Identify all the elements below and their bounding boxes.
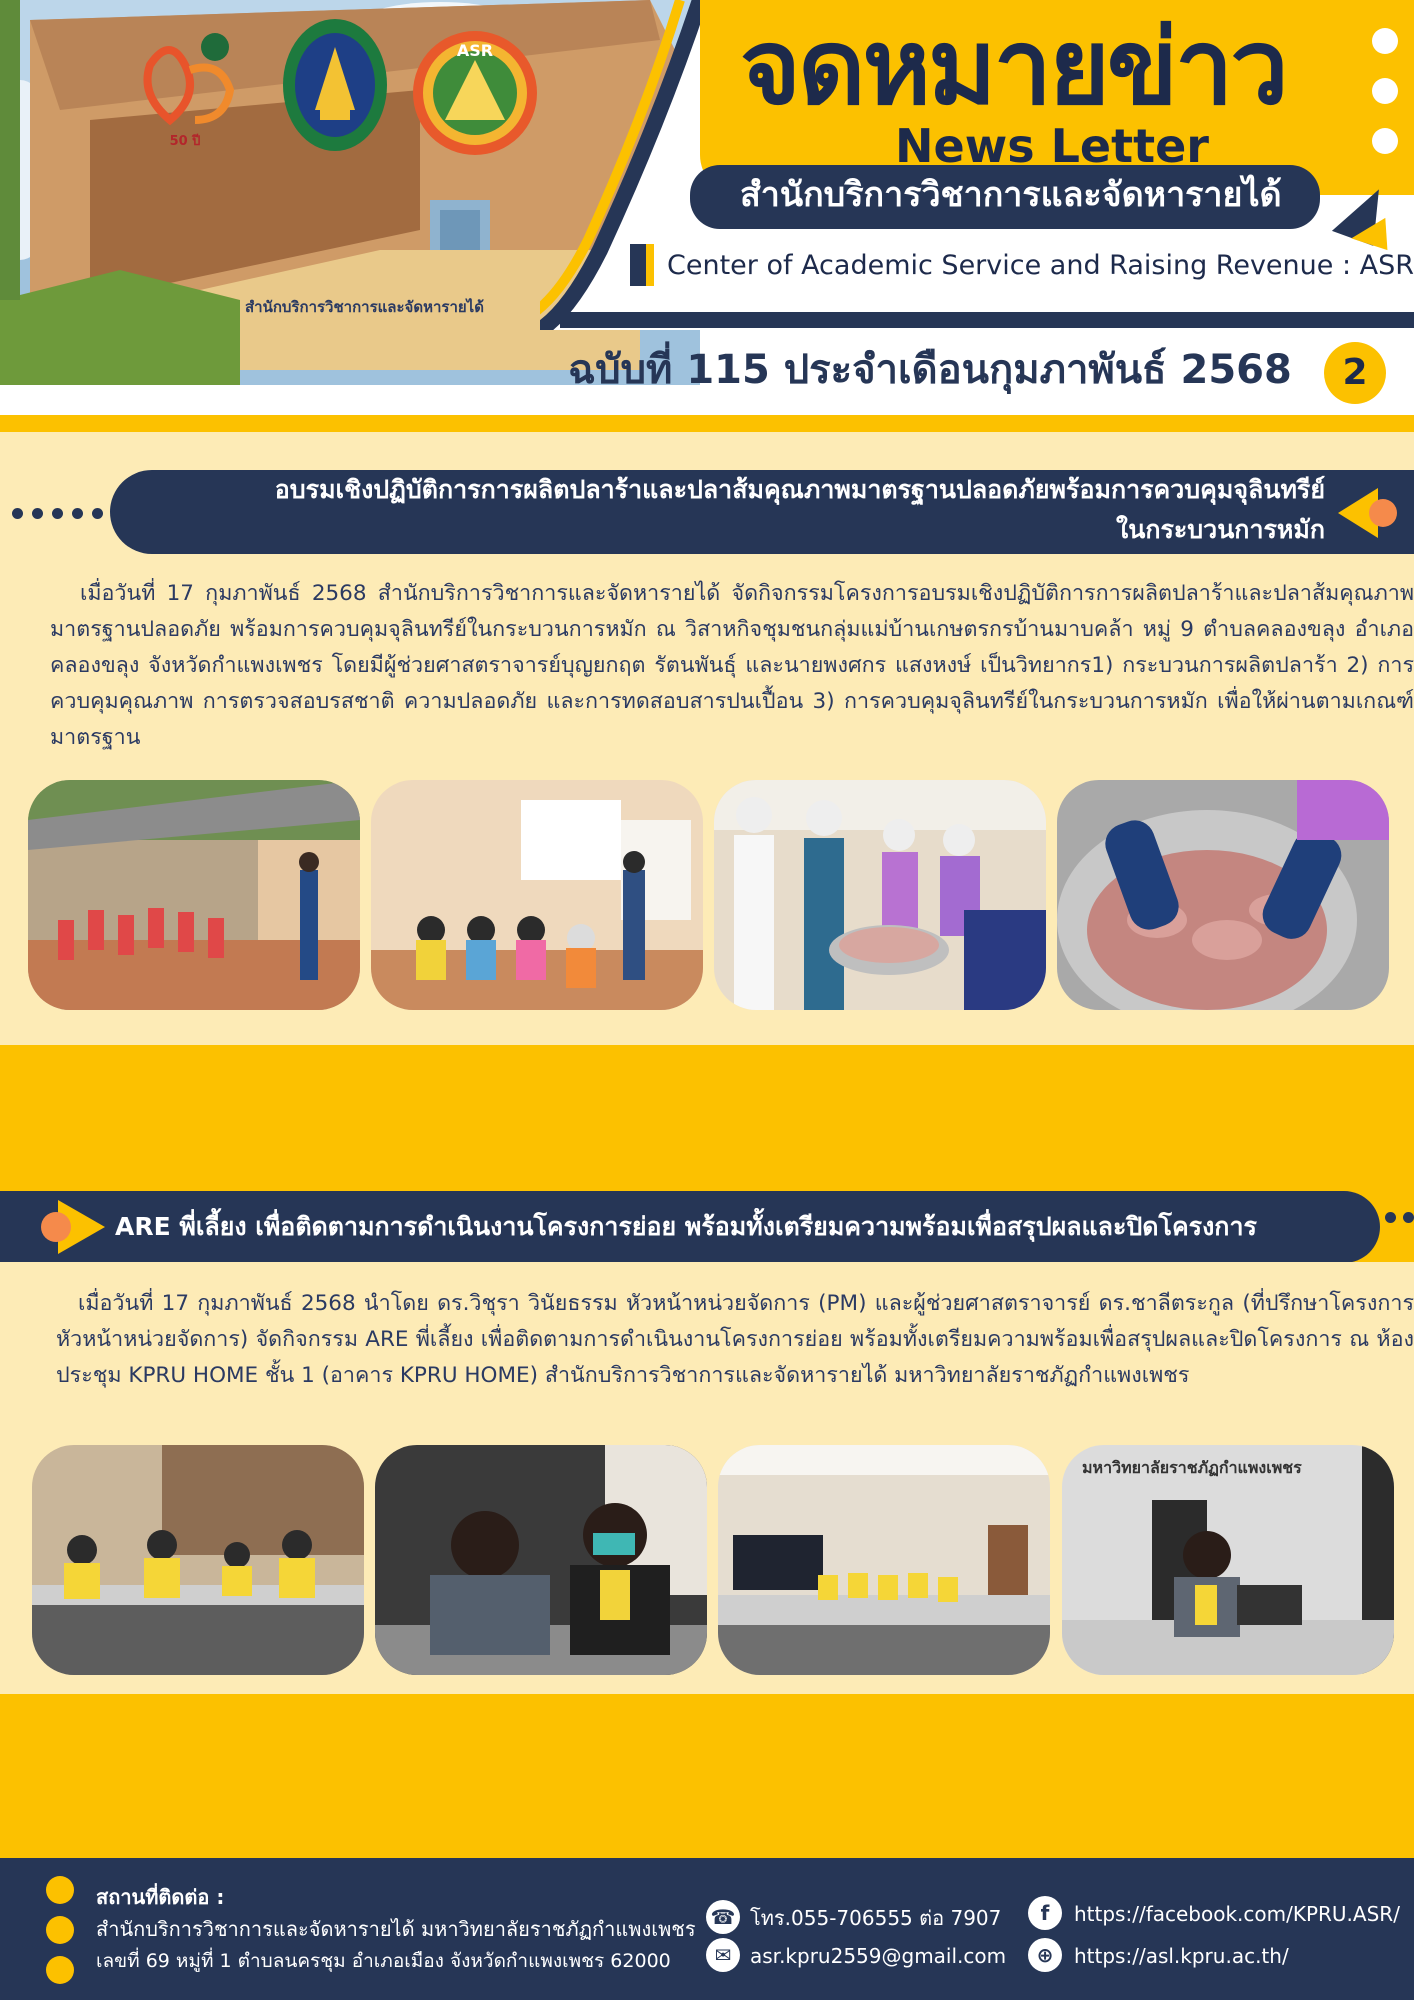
email-icon: ✉ <box>706 1938 740 1972</box>
decor-dot <box>46 1916 74 1944</box>
header-divider <box>560 312 1414 328</box>
decor-dot <box>46 1876 74 1904</box>
newsletter-header <box>0 0 1414 415</box>
logo-50-text: 50 ปี <box>169 134 201 149</box>
article-2-body <box>56 1286 1414 1394</box>
decor-dot <box>12 508 23 519</box>
facebook-link[interactable]: https://facebook.com/KPRU.ASR/ <box>1074 1902 1400 1926</box>
decor-dot <box>1372 28 1398 54</box>
article-1-body <box>50 576 1414 756</box>
phone-number: โทร.055-706555 ต่อ 7907 <box>750 1906 1002 1930</box>
center-accent-bar <box>646 244 654 286</box>
newsletter-subtitle: News Letter <box>895 119 1209 173</box>
decor-triangle <box>1351 210 1396 250</box>
article-1-photo-4 <box>1057 780 1389 1010</box>
photo-sign-text: มหาวิทยาลัยราชภัฏกำแพงเพชร <box>1082 1458 1302 1477</box>
contact-label: สถานที่ติดต่อ : <box>96 1885 225 1909</box>
facebook-icon: f <box>1028 1896 1062 1930</box>
article-2-photo-1 <box>32 1445 364 1675</box>
decor-dot <box>1372 78 1398 104</box>
arrow-icon <box>1338 488 1398 538</box>
decor-dot <box>32 508 43 519</box>
asr-logo-text: ASR <box>456 41 494 60</box>
arrow-icon <box>40 1200 105 1254</box>
article-1-photo-3 <box>714 780 1046 1010</box>
article-2-title: ARE พี่เลี้ยง เพื่อติดตามการดำเนินงานโครงการย่อย พร้อมทั้งเตรียมความพร้อมเพื่อสรุปผลและปิดโครงการ <box>115 1212 1257 1241</box>
kpru-seal-logo <box>280 15 390 155</box>
page-number-badge: 2 <box>1324 342 1386 404</box>
center-name-en: Center of Academic Service and Raising Revenue : ASR <box>667 250 1414 281</box>
building-sign-text: สำนักบริการวิชาการและจัดหารายได้ <box>245 298 484 316</box>
article-1-photo-1 <box>28 780 360 1010</box>
article-1-photo-2 <box>371 780 703 1010</box>
newsletter-title: จดหมายข่าว <box>740 6 1286 128</box>
decor-dot <box>46 1956 74 1984</box>
decor-dot <box>1403 1212 1414 1223</box>
decor-dot <box>52 508 63 519</box>
article-2-photo-2 <box>375 1445 707 1675</box>
decor-dot <box>72 508 83 519</box>
office-name: สำนักบริการวิชาการและจัดหารายได้ <box>740 175 1282 215</box>
article-1-body-text: เมื่อวันที่ 17 กุมภาพันธ์ 2568 สำนักบริการวิชาการและจัดหารายได้ จัดกิจกรรมโครงการอบรมเชิงปฏิบัติการการผลิตปลาร้าและปลาส้มคุณภาพมาตรฐานปลอดภัย พร้อมการควบคุมจุลินทรีย์ในกระบวนการหมัก ณ วิสาหกิจชุมชนกลุ่มแม่บ้านเกษตรกรบ้านมาบคล้า หมู่ 9 ตำบลคลองขลุง อำเภอคลองขลุง จังหวัดกำแพงเพชร โดยมีผู้ช่วยศาสตราจารย์บุญยกฤต รัตนพันธุ์ และนายพงศกร แสงหงษ์ เป็นวิทยากร1) กระบวนการผลิตปลาร้า 2) การควบคุมคุณภาพ การตรวจสอบรสชาติ ความปลอดภัย และการทดสอบสารปนเปื้อน 3) การควบคุมจุลินทรีย์ในกระบวนการหมัก เพื่อให้ผ่านตามเกณฑ์มาตรฐาน <box>50 581 1414 750</box>
asr-logo <box>405 28 545 158</box>
article-1-title-line2: ในกระบวนการหมัก <box>1116 515 1325 544</box>
article-2-photo-3 <box>718 1445 1050 1675</box>
article-1-title <box>130 470 1325 550</box>
article-2-photo-4 <box>1062 1445 1394 1675</box>
issue-label: ฉบับที่ 115 ประจำเดือนกุมภาพันธ์ 2568 <box>568 347 1292 393</box>
phone-icon: ☎ <box>706 1900 740 1934</box>
address-line-2: เลขที่ 69 หมู่ที่ 1 ตำบลนครชุม อำเภอเมือง จังหวัดกำแพงเพชร 62000 <box>96 1950 671 1972</box>
article-1-title-line1: อบรมเชิงปฏิบัติการการผลิตปลาร้าและปลาส้มคุณภาพมาตรฐานปลอดภัยพร้อมการควบคุมจุลินทรีย์ <box>274 475 1325 504</box>
decor-dot <box>92 508 103 519</box>
decor-dot <box>1385 1212 1396 1223</box>
kpru-50th-logo <box>130 25 250 160</box>
article-2-body-text: เมื่อวันที่ 17 กุมภาพันธ์ 2568 นำโดย ดร.วิชุรา วินัยธรรม หัวหน้าหน่วยจัดการ (PM) และผู้ช่วยศาสตราจารย์ ดร.ชาลีตระกูล (ที่ปรึกษาโครงการหัวหน้าหน่วยจัดการ) จัดกิจกรรม ARE พี่เลี้ยง เพื่อติดตามการดำเนินงานโครงการย่อย พร้อมทั้งเตรียมความพร้อมเพื่อสรุปผลและปิดโครงการ ณ ห้องประชุม KPRU HOME ชั้น 1 (อาคาร KPRU HOME) สำนักบริการวิชาการและจัดหารายได้ มหาวิทยาลัยราชภัฏกำแพงเพชร <box>56 1291 1414 1388</box>
website-link[interactable]: https://asl.kpru.ac.th/ <box>1074 1944 1289 1968</box>
center-accent-bar <box>630 244 646 286</box>
address-line-1: สำนักบริการวิชาการและจัดหารายได้ มหาวิทยาลัยราชภัฏกำแพงเพชร <box>96 1917 696 1941</box>
decor-dot <box>1372 128 1398 154</box>
email-link[interactable]: asr.kpru2559@gmail.com <box>750 1944 1007 1968</box>
globe-icon: ⊕ <box>1028 1938 1062 1972</box>
